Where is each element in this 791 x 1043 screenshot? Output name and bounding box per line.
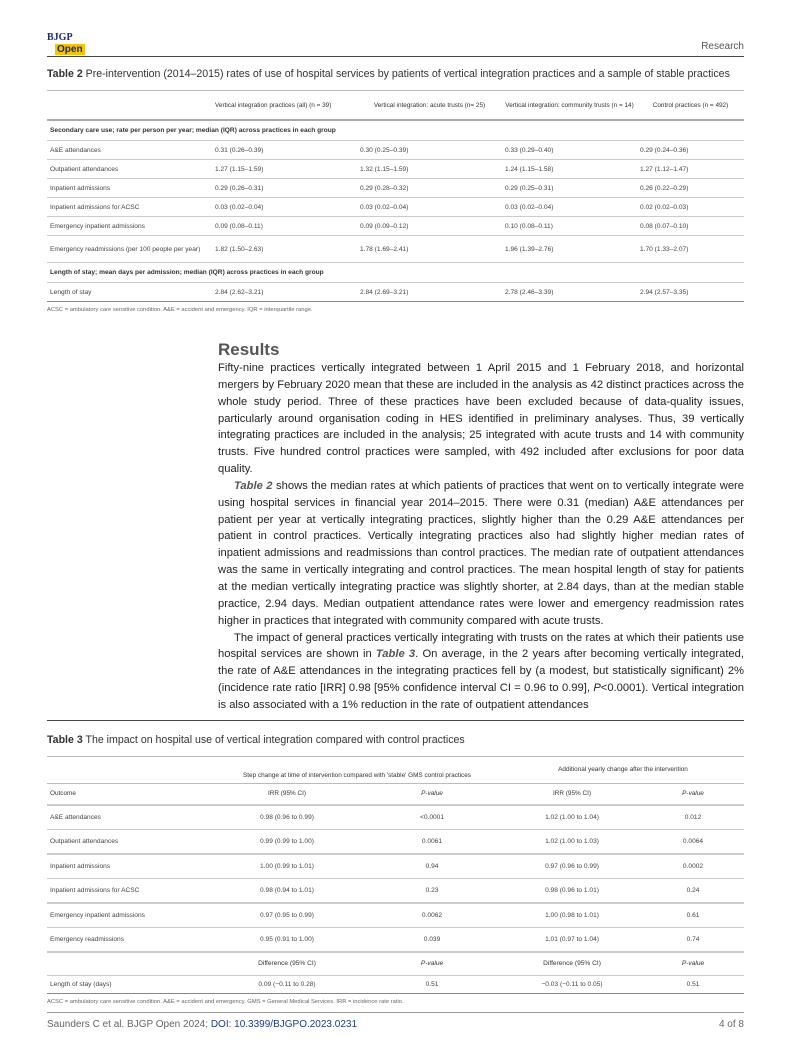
table-row xyxy=(47,829,744,854)
table3-subheader: Difference (95% CI) P-value Difference (95% CI) P-value xyxy=(47,952,744,976)
cell: 0.0064 xyxy=(642,829,744,854)
cell: 1.24 (1.15–1.58) xyxy=(502,160,637,179)
cell: 1.01 (0.97 to 1.04) xyxy=(502,927,642,952)
doi-link[interactable]: DOI: 10.3399/BJGPO.2023.0231 xyxy=(210,1018,358,1030)
row-label: Outpatient attendances xyxy=(47,160,212,179)
cell: 0.0002 xyxy=(642,854,744,879)
table3 xyxy=(47,756,744,994)
cell: 2.94 (2.57–3.35) xyxy=(637,283,744,302)
cell: 0.039 xyxy=(362,927,502,952)
row-label: Inpatient admissions xyxy=(47,854,212,879)
cell: 0.30 (0.25–0.39) xyxy=(357,141,502,160)
cell: 0.09 (0.09–0.12) xyxy=(357,217,502,236)
table-row xyxy=(47,283,744,302)
row-label: Inpatient admissions xyxy=(47,179,212,198)
cell: 1.70 (1.33–2.07) xyxy=(637,236,744,263)
row-label: Emergency inpatient admissions xyxy=(47,217,212,236)
cell: 0.09 (0.08–0.11) xyxy=(212,217,357,236)
cell: 0.0061 xyxy=(362,829,502,854)
table-row xyxy=(47,141,744,160)
table-row xyxy=(47,878,744,903)
row-label: Emergency inpatient admissions xyxy=(47,903,212,928)
table-row xyxy=(47,160,744,179)
row-label: Outpatient attendances xyxy=(47,829,212,854)
cell: 0.0062 xyxy=(362,903,502,928)
table2-header: Vertical integration practices (all) (n = 39) Vertical integration: acute trusts (n= 25) Vertical integration: community trusts (n = 14) Control practices (n = 492) xyxy=(47,91,744,121)
table3-header: Outcome IRR (95% CI) P-value IRR (95% CI) P-value xyxy=(47,783,744,805)
cell: 0.99 (0.99 to 1.00) xyxy=(212,829,362,854)
results-body: Fifty-nine practices vertically integrated between 1 April 2015 and 1 February 2018, and horizontal mergers by February 2020 mean that these are included in the analysis as 42 distinct practices across the whole study period. Three of these practices have been excluded because of data-quality issues, particularly around organisation coding in HES identified in preliminary analyses. Thus, 39 vertically integrating practices are included in the analysis; 25 integrated with acute trusts and 14 with community trusts. Five hundred control practices were sampled, with 492 included after exclusions for poor data quality. Table 2 shows the median rates at which patients of practices that went on to vertically integrate were using hospital services in financial year 2014–2015. There were 0.31 (median) A&E attendances per patient per year at vertically integrating practices, slightly higher than the 0.29 A&E attendances per patient in control practices. Vertically integrating practices also had slightly higher median rates of inpatient admissions and readmissions than control practices. The median rate of outpatient attendances was the same in vertically integrating and control practices. The mean hospital length of stay for patients at the median vertically integrating practice was slightly shorter, at 2.84 days, than at the median stable practice, 2.94 days. Median outpatient attendance rates were lower and emergency readmission rates higher in practices that integrated with community compared with acute trusts. The impact of general practices vertically integrating with trusts on the rates at which their patients use hospital services are shown in Table 3. On average, in the 2 years after becoming vertically integrated, the rate of A&E attendances in the integrating practices fell by (a modest, but statistically significant) 2% (incidence rate ratio [IRR] 0.98 [95% confidence interval CI = 0.96 to 0.99], P<0.0001). Vertical integration is also associated with a 1% reduction in the rate of outpatient attendances xyxy=(218,362,744,711)
cell: 2.78 (2.46–3.39) xyxy=(502,283,637,302)
row-label: Inpatient admissions for ACSC xyxy=(47,198,212,217)
table2-section-heading: Secondary care use; rate per person per year; median (IQR) across practices in each group xyxy=(47,120,744,141)
table-row xyxy=(47,927,744,952)
cell: 1.02 (1.00 to 1.04) xyxy=(502,805,642,830)
table3-group2-heading: Additional yearly change after the intervention xyxy=(558,766,688,774)
cell: 0.26 (0.22–0.29) xyxy=(637,179,744,198)
cell: 1.00 (0.99 to 1.01) xyxy=(212,854,362,879)
table-row xyxy=(47,198,744,217)
table3-caption: Table 3 The impact on hospital use of vertical integration compared with control practices xyxy=(47,733,465,746)
cell: 0.23 xyxy=(362,878,502,903)
cell: 0.02 (0.02–0.03) xyxy=(637,198,744,217)
table3-footnote: ACSC = ambulatory care sensitive condition. A&E = accident and emergency. GMS = General Medical Services. IRR = incidence rate ratio. xyxy=(47,998,404,1005)
cell: 0.24 xyxy=(642,878,744,903)
table-row xyxy=(47,854,744,879)
cell: 0.03 (0.02–0.04) xyxy=(357,198,502,217)
cell: 0.29 (0.24–0.36) xyxy=(637,141,744,160)
cell: 0.08 (0.07–0.10) xyxy=(637,217,744,236)
cell: 0.29 (0.26–0.31) xyxy=(212,179,357,198)
cell: 0.29 (0.25–0.31) xyxy=(502,179,637,198)
row-label: Emergency readmissions xyxy=(47,927,212,952)
cell: 0.95 (0.91 to 1.00) xyxy=(212,927,362,952)
cell: 0.74 xyxy=(642,927,744,952)
cell: 1.78 (1.69–2.41) xyxy=(357,236,502,263)
table2-link[interactable]: Table 2 xyxy=(234,479,273,492)
row-label: Emergency readmissions (per 100 people per year) xyxy=(47,236,212,263)
citation: Saunders C et al. BJGP Open 2024; DOI: 10.3399/BJGPO.2023.0231 xyxy=(47,1018,358,1030)
cell: 0.98 (0.96 to 0.99) xyxy=(212,805,362,830)
table2-section-heading: Length of stay; mean days per admission; median (IQR) across practices in each group xyxy=(47,263,744,283)
cell: 1.02 (1.00 to 1.03) xyxy=(502,829,642,854)
cell: 2.84 (2.62–3.21) xyxy=(212,283,357,302)
row-label: Inpatient admissions for ACSC xyxy=(47,878,212,903)
cell: 1.27 (1.12–1.47) xyxy=(637,160,744,179)
table2 xyxy=(47,90,744,302)
cell: 0.97 (0.96 to 0.99) xyxy=(502,854,642,879)
results-heading: Results xyxy=(218,340,280,359)
page-header xyxy=(47,0,744,57)
cell: 0.98 (0.96 to 1.01) xyxy=(502,878,642,903)
table-row xyxy=(47,236,744,263)
cell: 0.012 xyxy=(642,805,744,830)
cell: 0.61 xyxy=(642,903,744,928)
cell: 0.29 (0.28–0.32) xyxy=(357,179,502,198)
section-label: Research xyxy=(701,41,744,52)
page-footer xyxy=(47,1012,744,1043)
row-label: A&E attendances xyxy=(47,805,212,830)
cell: 0.03 (0.02–0.04) xyxy=(502,198,637,217)
row-label: A&E attendances xyxy=(47,141,212,160)
page-number: 4 of 8 xyxy=(718,1018,744,1030)
table3-group-header xyxy=(47,756,744,783)
cell: 0.98 (0.94 to 1.01) xyxy=(212,878,362,903)
table2-footnote: ACSC = ambulatory care sensitive condition. A&E = accident and emergency. IQR = interquartile range. xyxy=(47,307,313,313)
cell: 2.84 (2.69–3.21) xyxy=(357,283,502,302)
table-row xyxy=(47,217,744,236)
table-row xyxy=(47,179,744,198)
bjgp-open-logo: BJGP Open xyxy=(47,32,83,55)
results-section xyxy=(218,340,744,714)
cell: <0.0001 xyxy=(362,805,502,830)
table-row: Length of stay (days) 0.09 (−0.11 to 0.28) 0.51 −0.03 (−0.11 to 0.05) 0.51 xyxy=(47,975,744,993)
cell: 1.27 (1.15–1.59) xyxy=(212,160,357,179)
cell: 1.96 (1.39–2.76) xyxy=(502,236,637,263)
cell: 1.00 (0.98 to 1.01) xyxy=(502,903,642,928)
table2-caption: Table 2 Pre-intervention (2014–2015) rates of use of hospital services by patients of vertical integration practices and a sample of stable practices xyxy=(47,68,730,80)
cell: 0.03 (0.02–0.04) xyxy=(212,198,357,217)
cell: 1.32 (1.15–1.59) xyxy=(357,160,502,179)
table3-group1-heading: Step change at time of intervention compared with 'stable' GMS control practices xyxy=(243,771,472,779)
cell: 0.31 (0.26–0.39) xyxy=(212,141,357,160)
cell: 1.82 (1.50–2.63) xyxy=(212,236,357,263)
table-row xyxy=(47,903,744,928)
cell: 0.97 (0.95 to 0.99) xyxy=(212,903,362,928)
table-row xyxy=(47,805,744,830)
section-rule xyxy=(47,720,744,721)
cell: 0.33 (0.29–0.40) xyxy=(502,141,637,160)
table3-link[interactable]: Table 3 xyxy=(375,648,416,661)
row-label: Length of stay xyxy=(47,283,212,302)
cell: 0.10 (0.08–0.11) xyxy=(502,217,637,236)
cell: 0.94 xyxy=(362,854,502,879)
